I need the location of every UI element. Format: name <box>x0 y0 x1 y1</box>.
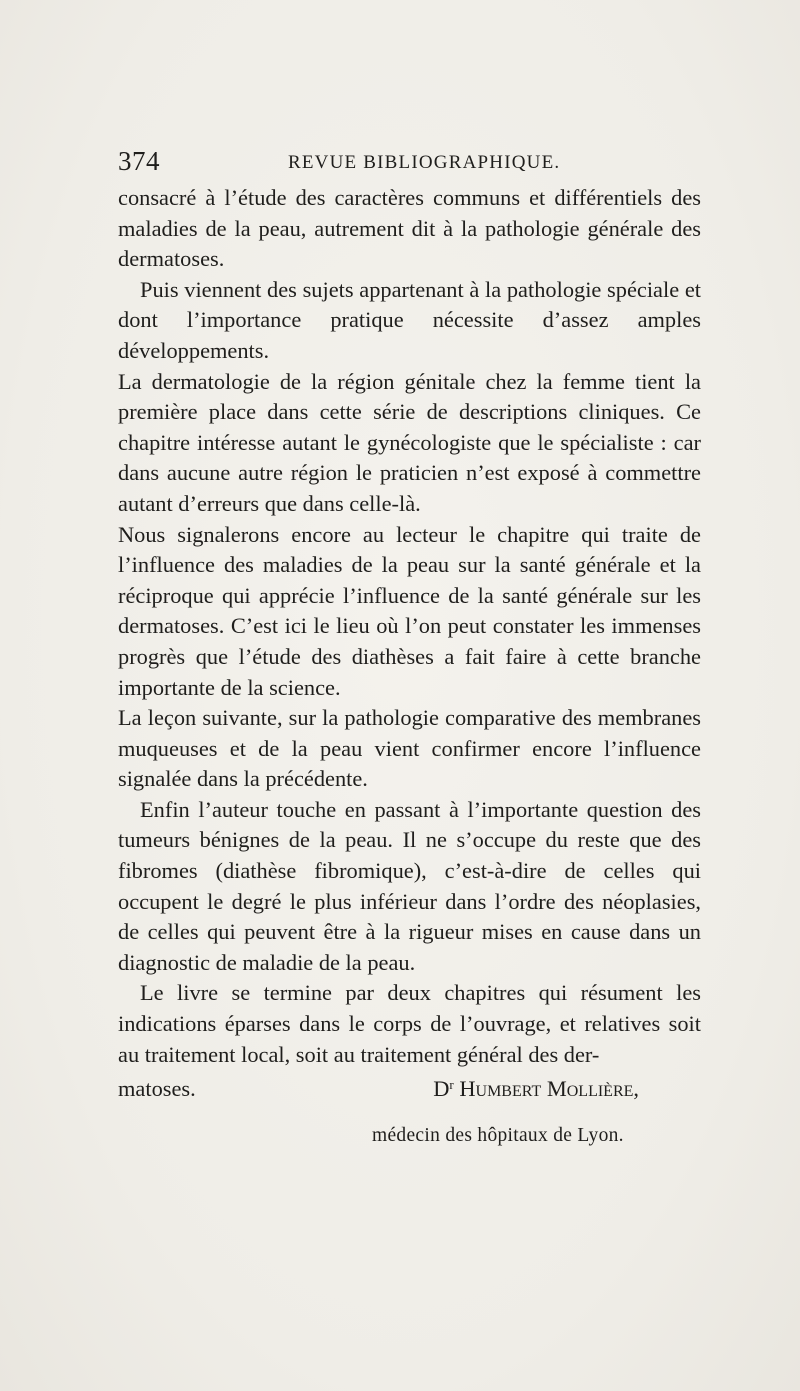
paragraph: La leçon suivante, sur la pathologie comparative des membranes muqueuses et de la peau vient confirmer encore l’influence signalée dans la précédente. <box>118 705 701 792</box>
signature <box>433 1070 639 1105</box>
signature-line <box>118 1070 701 1105</box>
paragraph: Puis viennent des sujets appartenant à la pathologie spéciale et dont l’importance pratique nécessite d’assez amples développements. <box>118 276 701 363</box>
paragraph-end: matoses. <box>118 1076 196 1102</box>
signature-title-sup: r <box>449 1077 454 1093</box>
running-head: REVUE BIBLIOGRAPHIQUE. <box>288 152 561 173</box>
signature-affiliation: médecin des hôpitaux de Lyon. <box>372 1125 624 1146</box>
page-number: 374 <box>118 146 160 176</box>
paragraph: La dermatologie de la région génitale chez la femme tient la première place dans cette série de descriptions cliniques. Ce chapitre intéresse autant le gynécologiste que le spécialiste : car dans aucune autre région le praticien n’est exposé à commettre autant d’erreurs que dans celle-là. <box>118 368 701 516</box>
paragraph: Le livre se termine par deux chapitres qui résument les indications éparses dans le corps de l’ouvrage, et relatives soit au traitement local, soit au traitement général des der- <box>118 980 701 1067</box>
paragraph: Nous signalerons encore au lecteur le chapitre qui traite de l’influence des maladies de la peau sur la santé générale et la réciproque qui apprécie l’influence de la santé générale sur les dermatoses. C’est ici le lieu où l’on peut constater les immenses progrès que l’étude des diathèses a fait faire à cette branche importante de la science. <box>118 521 701 700</box>
body-text <box>118 183 701 1105</box>
paragraph: consacré à l’étude des caractères communs et différentiels des maladies de la peau, autrement dit à la pathologie générale des dermatoses. <box>118 185 701 272</box>
page-header <box>118 146 703 180</box>
paragraph: Enfin l’auteur touche en passant à l’importante question des tumeurs bénignes de la peau. Il ne s’occupe du reste que des fibromes (diathèse fibromique), c’est-à-dire de celles qui occupent le degré le plus inférieur dans l’ordre des néoplasies, de celles qui peuvent être à la rigueur mises en cause dans un diagnostic de maladie de la peau. <box>118 796 701 975</box>
signature-name: Humbert Mollière, <box>459 1076 639 1102</box>
signature-title: D <box>433 1076 450 1102</box>
